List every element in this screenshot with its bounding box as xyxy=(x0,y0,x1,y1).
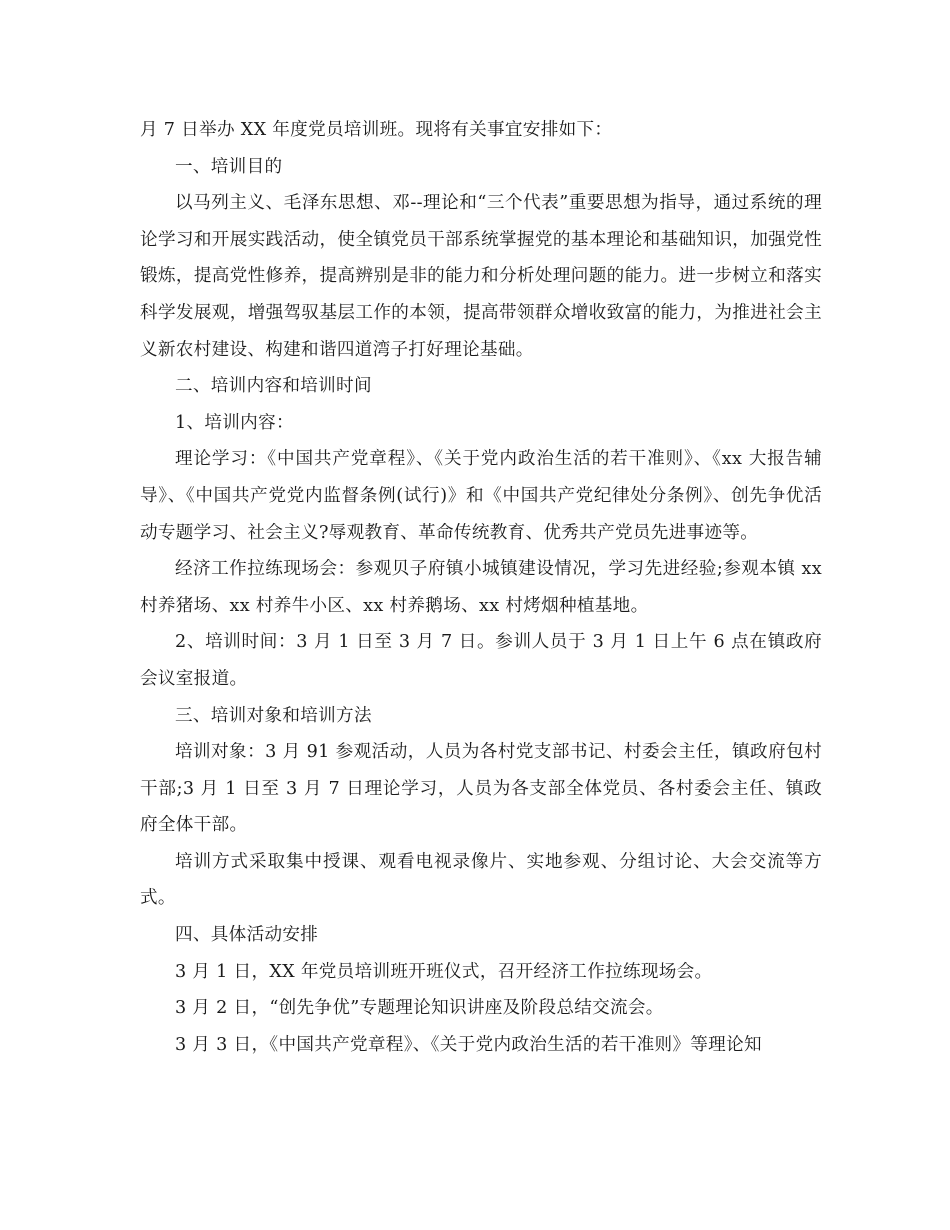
schedule-day-1: 3 月 1 日，XX 年党员培训班开班仪式，召开经济工作拉练现场会。 xyxy=(175,961,713,982)
subheading-content: 1、培训内容： xyxy=(175,412,294,433)
economic-fieldtrip-paragraph: 经济工作拉练现场会：参观贝子府镇小城镇建设情况，学习先进经验;参观本镇 xx 村养猪场、xx 村养牛小区、xx 村养鹅场、xx 村烤烟种植基地。 xyxy=(140,559,822,616)
theory-study-paragraph: 理论学习：《中国共产党章程》、《关于党内政治生活的若干准则》、《xx 大报告辅导》、《中国共产党党内监督条例(试行)》和《中国共产党纪律处分条例》、创先争优活动专题学习、社会主义?辱观教育、革命传统教育、优秀共产党员先进事迹等。 xyxy=(140,449,822,543)
intro-continuation: 月 7 日举办 XX 年度党员培训班。现将有关事宜安排如下： xyxy=(140,120,613,140)
training-targets-paragraph: 培训对象：3 月 91 参观活动，人员为各村党支部书记、村委会主任，镇政府包村干部;3 月 1 日至 3 月 7 日理论学习，人员为各支部全体党员、各村委会主任、镇政府全体干部。 xyxy=(140,742,822,836)
section-heading-content-time: 二、培训内容和培训时间 xyxy=(175,376,372,397)
schedule-day-3: 3 月 3 日，《中国共产党章程》、《关于党内政治生活的若干准则》等理论知 xyxy=(175,1034,762,1055)
document-body xyxy=(140,112,822,1063)
section-heading-purpose: 一、培训目的 xyxy=(175,156,283,177)
training-methods-paragraph: 培训方式采取集中授课、观看电视录像片、实地参观、分组讨论、大会交流等方式。 xyxy=(140,851,822,909)
schedule-day-2: 3 月 2 日，“创先争优”专题理论知识讲座及阶段总结交流会。 xyxy=(175,998,664,1019)
training-time-paragraph: 2、培训时间：3 月 1 日至 3 月 7 日。参训人员于 3 月 1 日上午 6 点在镇政府会议室报道。 xyxy=(140,632,822,689)
section-heading-targets-methods: 三、培训对象和培训方法 xyxy=(175,705,372,726)
purpose-paragraph: 以马列主义、毛泽东思想、邓--理论和“三个代表”重要思想为指导，通过系统的理论学习和开展实践活动，使全镇党员干部系统掌握党的基本理论和基础知识，加强党性锻炼，提高党性修养，提高辨别是非的能力和分析处理问题的能力。进一步树立和落实科学发展观，增强驾驭基层工作的本领，提高带领群众增收致富的能力，为推进社会主义新农村建设、构建和谐四道湾子打好理论基础。 xyxy=(140,193,822,360)
section-heading-schedule: 四、具体活动安排 xyxy=(175,925,319,946)
